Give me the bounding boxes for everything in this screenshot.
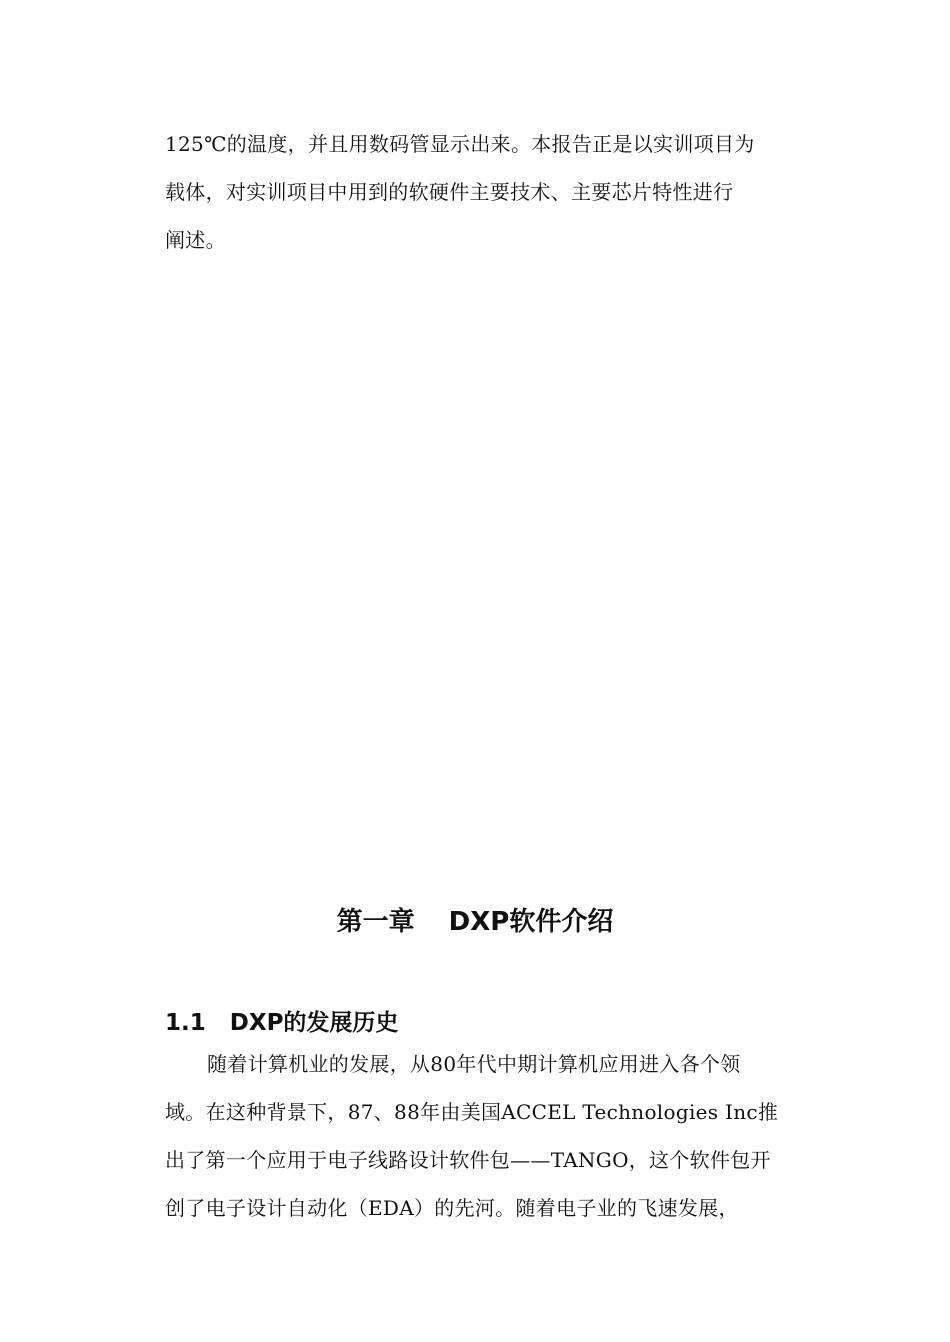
intro-paragraph — [165, 120, 793, 264]
body-paragraph — [165, 1040, 793, 1232]
section-title: DXP的发展历史 — [229, 1010, 399, 1036]
paragraph-line: 创了电子设计自动化（EDA）的先河。随着电子业的飞速发展， — [165, 1196, 739, 1220]
chapter-heading — [0, 898, 950, 946]
paragraph-line: 125℃的温度，并且用数码管显示出来。本报告正是以实训项目为 — [165, 132, 755, 156]
paragraph-line: 出了第一个应用于电子线路设计软件包——TANGO，这个软件包开 — [165, 1148, 771, 1172]
paragraph-line: 载体，对实训项目中用到的软硬件主要技术、主要芯片特性进行 — [165, 180, 734, 204]
paragraph-line: 随着计算机业的发展，从80年代中期计算机应用进入各个领 — [207, 1052, 741, 1076]
paragraph-line: 阐述。 — [165, 228, 226, 252]
chapter-number: 第一章 — [336, 907, 415, 937]
chapter-title: DXP软件介绍 — [448, 907, 614, 937]
section-number: 1.1 — [165, 1010, 206, 1036]
paragraph-line: 域。在这种背景下，87、88年由美国ACCEL Technologies Inc推 — [165, 1100, 779, 1124]
